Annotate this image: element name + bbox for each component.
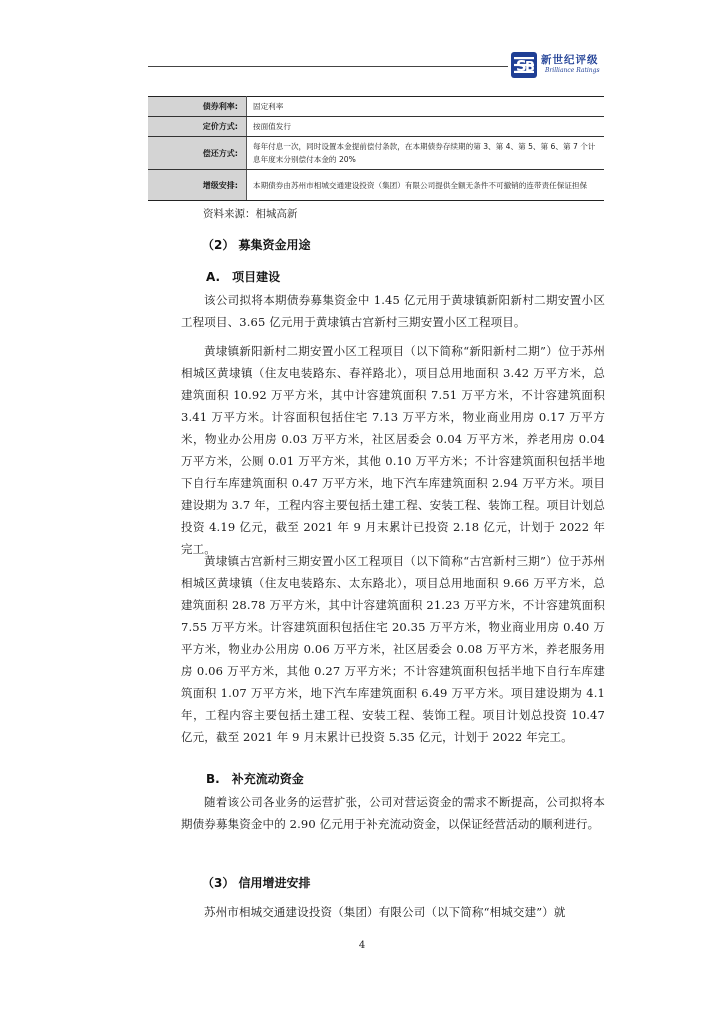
paragraph-credit-enhancement: 苏州市相城交通建设投资（集团）有限公司（以下简称“相城交建”）就	[204, 905, 566, 919]
term-value: 固定利率	[247, 97, 605, 117]
subheading-project-construction: A. 项目建设	[206, 270, 281, 284]
paragraph-xinyang-project: 黄埭镇新阳新村二期安置小区工程项目（以下简称“新阳新村二期”）位于苏州相城区黄埭镇（住友电装路东、春祥路北），项目总用地面积 3.42 万平方米，总建筑面积 10.92 万平方米，其中计容建筑面积 7.51 万平方米，不计容建筑面积 3.41 万平方米。计容面积包括住宅 7.13 万平方米，物业商业用房 0.17 万平方米，物业办公用房 0.03 万平方米，社区居委会 0.04 万平方米，养老用房 0.04 万平方米，公厕 0.01 万平方米，其他 0.10 万平方米；不计容建筑面积包括半地下自行车库建筑面积 0.47 万平方米，地下汽车库建筑面积 2.94 万平方米。项目建设期为 3.7 年，工程内容主要包括土建工程、安装工程、装饰工程。项目计划总投资 4.19 亿元，截至 2021 年 9 月末累计已投资 2.18 亿元，计划于 2022 年完工。	[181, 344, 605, 556]
section-heading-credit-enhancement: （3） 信用增进安排	[202, 876, 311, 890]
company-logo	[511, 52, 603, 82]
table-row	[148, 97, 604, 117]
table-source-note: 资料来源：相城高新	[203, 208, 298, 220]
page-number: 4	[358, 940, 366, 951]
term-key: 定价方式:	[148, 117, 247, 137]
svg-text:B: B	[525, 60, 535, 75]
bond-terms-table	[148, 96, 604, 201]
paragraph-working-capital: 随着该公司各业务的运营扩张，公司对营运资金的需求不断提高，公司拟将本期债券募集资金中的 2.90 亿元用于补充流动资金，以保证经营活动的顺利进行。	[181, 795, 605, 831]
paragraph-gugong-project: 黄埭镇古宫新村三期安置小区工程项目（以下简称“古宫新村三期”）位于苏州相城区黄埭镇（住友电装路东、太东路北），项目总用地面积 9.66 万平方米，总建筑面积 28.78 万平方米，其中计容建筑面积 21.23 万平方米，不计容建筑面积 7.55 万平方米。计容建筑面积包括住宅 20.35 万平方米，物业商业用房 0.40 万平方米，物业办公用房 0.06 万平方米，社区居委会 0.08 万平方米，养老服务用房 0.06 万平方米，其他 0.27 万平方米；不计容建筑面积包括半地下自行车库建筑面积 1.07 万平方米，地下汽车库建筑面积 6.49 万平方米。项目建设期为 4.1 年，工程内容主要包括土建工程、安装工程、装饰工程。项目计划总投资 10.47 亿元，截至 2021 年 9 月末累计已投资 5.35 亿元，计划于 2022 年完工。	[181, 554, 605, 744]
term-key: 债券利率:	[148, 97, 247, 117]
table-row	[148, 170, 604, 201]
table-row	[148, 137, 604, 170]
paragraph-fund-allocation: 该公司拟将本期债券募集资金中 1.45 亿元用于黄埭镇新阳新村二期安置小区工程项目、3.65 亿元用于黄埭镇古宫新村三期安置小区工程项目。	[181, 293, 605, 329]
term-key: 偿还方式:	[148, 137, 247, 170]
section-heading-fund-use: （2） 募集资金用途	[202, 238, 311, 252]
table-row	[148, 117, 604, 137]
sb-logo-icon	[511, 52, 537, 78]
subheading-working-capital: B. 补充流动资金	[206, 772, 304, 786]
logo-chinese-name: 新世纪评级	[541, 54, 599, 66]
logo-english-name: Brilliance Ratings	[545, 67, 600, 74]
header-rule	[148, 66, 508, 67]
term-value: 本期债券由苏州市相城交通建设投资（集团）有限公司提供全额无条件不可撤销的连带责任保证担保	[247, 170, 605, 201]
term-value: 每年付息一次，同时设置本金提前偿付条款，在本期债券存续期的第 3、第 4、第 5、第 6、第 7 个计息年度末分别偿付本金的 20%	[247, 137, 605, 170]
term-key: 增级安排:	[148, 170, 247, 201]
term-value: 按面值发行	[247, 117, 605, 137]
svg-text:S: S	[516, 57, 527, 75]
